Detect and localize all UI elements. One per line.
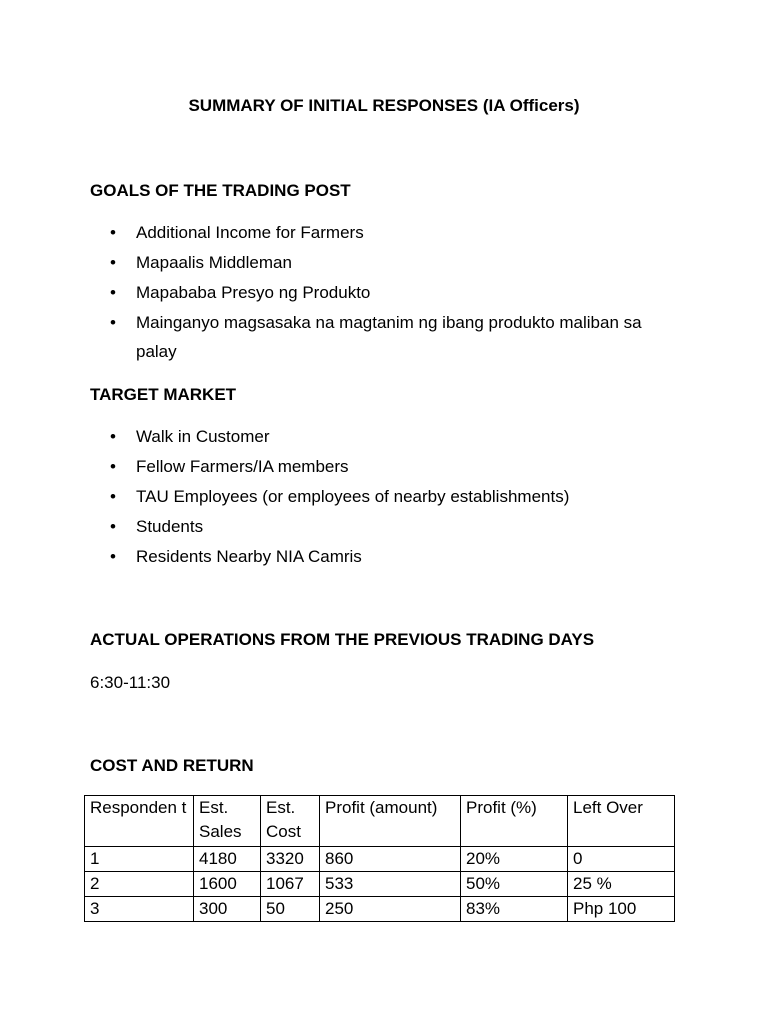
list-item: • Mainganyo magsasaka na magtanim ng ibang produkto maliban sa palay bbox=[110, 308, 670, 367]
header-cell: Responden t bbox=[85, 796, 194, 847]
table-cell: 83% bbox=[461, 897, 568, 922]
table-cell: 2 bbox=[85, 872, 194, 897]
list-item: • Additional Income for Farmers bbox=[110, 218, 670, 248]
bullet-icon: • bbox=[110, 547, 116, 566]
table-cell: Php 100 bbox=[568, 897, 675, 922]
bullet-icon: • bbox=[110, 253, 116, 272]
table-cell: 250 bbox=[320, 897, 461, 922]
list-item: • Fellow Farmers/IA members bbox=[110, 452, 670, 482]
list-item: • Mapaalis Middleman bbox=[110, 248, 670, 278]
header-cell: Profit (%) bbox=[461, 796, 568, 847]
bullet-icon: • bbox=[110, 223, 116, 242]
table-cell: 4180 bbox=[194, 847, 261, 872]
table-cell: 20% bbox=[461, 847, 568, 872]
header-cell: Left Over bbox=[568, 796, 675, 847]
table-cell: 860 bbox=[320, 847, 461, 872]
table-header-row bbox=[85, 796, 675, 847]
operations-heading: ACTUAL OPERATIONS FROM THE PREVIOUS TRADING DAYS bbox=[90, 630, 595, 649]
table-cell: 50 bbox=[261, 897, 320, 922]
table-cell: 1600 bbox=[194, 872, 261, 897]
list-item: • Mapababa Presyo ng Produkto bbox=[110, 278, 670, 308]
list-item: • Residents Nearby NIA Camris bbox=[110, 542, 670, 572]
target-market-list bbox=[110, 422, 670, 572]
table-cell: 533 bbox=[320, 872, 461, 897]
table-row bbox=[85, 847, 675, 872]
operations-time: 6:30-11:30 bbox=[90, 673, 171, 692]
bullet-icon: • bbox=[110, 283, 116, 302]
header-cell: Profit (amount) bbox=[320, 796, 461, 847]
table-cell: 0 bbox=[568, 847, 675, 872]
cost-return-table bbox=[84, 795, 675, 922]
bullet-icon: • bbox=[110, 487, 116, 506]
bullet-icon: • bbox=[110, 457, 116, 476]
table-row bbox=[85, 897, 675, 922]
table-cell: 300 bbox=[194, 897, 261, 922]
list-item: • TAU Employees (or employees of nearby establishments) bbox=[110, 482, 670, 512]
table-row bbox=[85, 872, 675, 897]
list-item: • Walk in Customer bbox=[110, 422, 670, 452]
table-cell: 1067 bbox=[261, 872, 320, 897]
table-cell: 25 % bbox=[568, 872, 675, 897]
table-cell: 50% bbox=[461, 872, 568, 897]
document-title: SUMMARY OF INITIAL RESPONSES (IA Officers) bbox=[188, 96, 580, 115]
goals-list bbox=[110, 218, 670, 367]
header-cell: Est. Cost bbox=[261, 796, 320, 847]
bullet-icon: • bbox=[110, 313, 116, 332]
cost-return-heading: COST AND RETURN bbox=[90, 756, 254, 775]
list-item: • Students bbox=[110, 512, 670, 542]
goals-heading: GOALS OF THE TRADING POST bbox=[90, 181, 351, 200]
table-cell: 3320 bbox=[261, 847, 320, 872]
table-cell: 1 bbox=[85, 847, 194, 872]
bullet-icon: • bbox=[110, 427, 116, 446]
header-cell: Est. Sales bbox=[194, 796, 261, 847]
target-market-heading: TARGET MARKET bbox=[90, 385, 237, 404]
table-cell: 3 bbox=[85, 897, 194, 922]
bullet-icon: • bbox=[110, 517, 116, 536]
